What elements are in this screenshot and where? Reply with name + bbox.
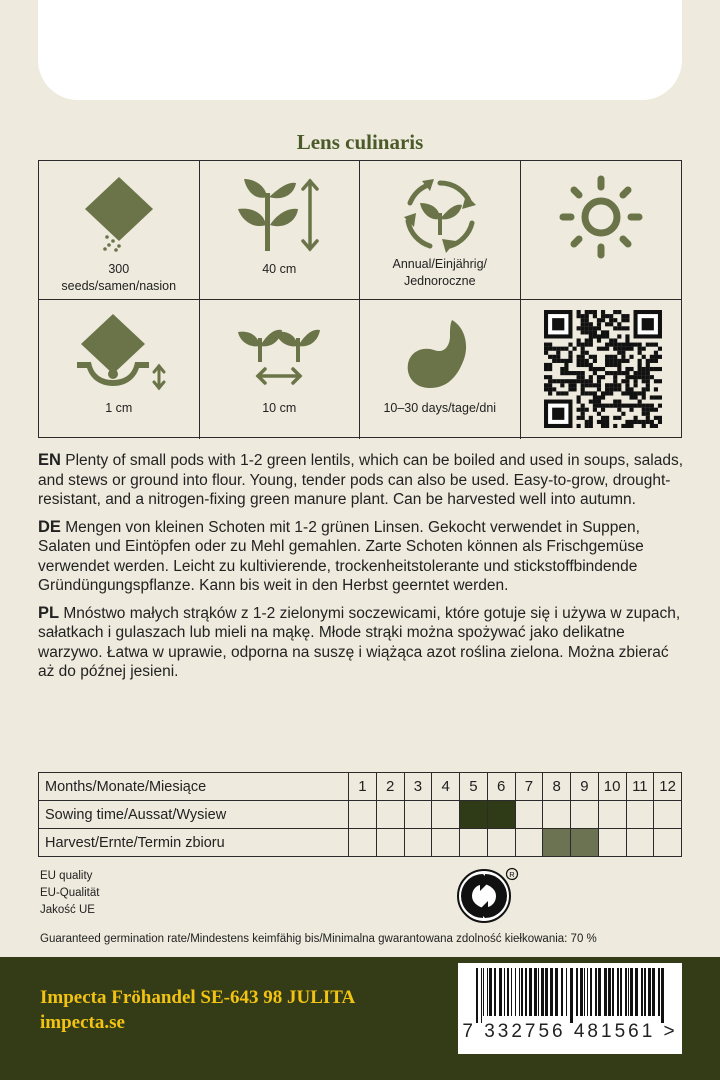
calendar-cell: [626, 801, 654, 829]
sowing-depth-label: 1 cm: [105, 401, 133, 415]
calendar-cell: [543, 801, 571, 829]
description-pl: [38, 604, 686, 682]
calendar-cell: [571, 829, 599, 857]
info-icon-grid: [38, 160, 682, 438]
life-cycle-label: Annual/Einjährig/ Jednoroczne: [392, 257, 487, 288]
month-cell: 6: [487, 773, 515, 801]
germination-icon: [400, 316, 480, 402]
calendar-cell: [376, 801, 404, 829]
month-cell: 7: [515, 773, 543, 801]
life-cycle-cell: [360, 161, 521, 300]
calendar-header-label: Months/Monate/Miesiące: [39, 773, 349, 801]
svg-text:R: R: [509, 870, 515, 879]
company-website[interactable]: impecta.se: [40, 1012, 125, 1033]
company-address: [40, 985, 355, 1035]
calendar-cell: [626, 829, 654, 857]
qr-code-icon[interactable]: [544, 310, 662, 428]
lang-code-de: DE: [38, 517, 61, 536]
lang-code-pl: PL: [38, 603, 60, 622]
plant-height-label: 40 cm: [262, 262, 297, 276]
calendar-cell: [598, 801, 626, 829]
calendar-cell: [460, 829, 488, 857]
month-cell: 9: [571, 773, 599, 801]
calendar-cell: [349, 829, 377, 857]
barcode-number: 7 332756 481561 >: [462, 1021, 678, 1042]
calendar-cell: [571, 801, 599, 829]
sowing-calendar: [38, 772, 682, 857]
calendar-cell: [515, 829, 543, 857]
month-cell: 10: [598, 773, 626, 801]
month-cell: 1: [349, 773, 377, 801]
calendar-cell: [598, 829, 626, 857]
calendar-cell: [487, 801, 515, 829]
description-en: [38, 451, 686, 510]
seed-count-cell: [39, 161, 200, 300]
month-cell: 3: [404, 773, 432, 801]
calendar-header-row: [39, 773, 682, 801]
calendar-cell: [376, 829, 404, 857]
packet-top-tab: [38, 0, 682, 100]
month-cell: 5: [460, 773, 488, 801]
germination-rate-note: Guaranteed germination rate/Mindestens keimfähig bis/Minimalna gwarantowana zdolność kiełkowania: 70 %: [40, 933, 597, 945]
quality-pl: Jakość UE: [40, 904, 95, 916]
month-cell: 2: [376, 773, 404, 801]
plant-height-cell: [200, 161, 361, 300]
barcode: [458, 963, 682, 1054]
sowing-row: [39, 801, 682, 829]
month-cell: 12: [654, 773, 682, 801]
annual-cycle-icon: [400, 175, 480, 255]
calendar-cell: [460, 801, 488, 829]
lang-code-en: EN: [38, 451, 61, 469]
sowing-depth-cell: [39, 300, 200, 439]
germination-cell: [360, 300, 521, 439]
calendar-cell: [515, 801, 543, 829]
sowing-depth-icon: [69, 312, 169, 396]
company-line: Impecta Fröhandel SE-643 98 JULITA: [40, 987, 356, 1008]
quality-de: EU-Qualität: [40, 887, 100, 899]
plant-spacing-icon: [234, 324, 324, 404]
description-de-text: Mengen von kleinen Schoten mit 1-2 grünen Linsen. Gekocht verwendet in Suppen, Salaten und Eintöpfen oder zu Mehl gemahlen. Zarte Schoten können als Frischgemüse verwendet werden. Leicht zu kultivierende, trockenheitstolerante und stickstoffbindende Gründüngungspflanze. Kann bis weit in den Herbst geerntet werden.: [38, 518, 644, 594]
species-name: Lens culinaris: [296, 130, 424, 154]
calendar-cell: [404, 829, 432, 857]
sun-icon: [559, 175, 643, 259]
seed-count-label: 300 seeds/samen/nasion: [61, 262, 177, 293]
barcode-bars: [466, 968, 674, 1023]
month-cell: 4: [432, 773, 460, 801]
harvest-row-label: Harvest/Ernte/Termin zbioru: [39, 829, 349, 857]
plant-height-icon: [234, 175, 324, 255]
calendar-cell: [432, 801, 460, 829]
sowing-row-label: Sowing time/Aussat/Wysiew: [39, 801, 349, 829]
description-section: [38, 451, 686, 690]
month-cell: 8: [543, 773, 571, 801]
description-en-text: Plenty of small pods with 1-2 green lentils, which can be boiled and used in soups, salads, and stews or ground into flour. Young, tender pods can also be used. Easy-to-grow, drought-resistant, and a nitrogen-fixing green manure plant. Can be harvested well into autumn.: [38, 452, 684, 508]
calendar-cell: [432, 829, 460, 857]
calendar-cell: [543, 829, 571, 857]
month-cell: 11: [626, 773, 654, 801]
germination-label: 10–30 days/tage/dni: [383, 401, 497, 415]
description-pl-text: Mnóstwo małych strąków z 1-2 zielonymi soczewicami, które gotuje się i używa w zupach, sałatkach i gulaszach lub mieli na mąkę. Młode strąki można spożywać jako delikatne warzywo. Łatwa w uprawie, odporna na suszę i wiążąca azot roślina zielona. Można zbierać aż do późnej jesieni.: [38, 604, 681, 680]
harvest-row: [39, 829, 682, 857]
calendar-cell: [654, 801, 682, 829]
qr-cell: [521, 300, 682, 439]
plant-spacing-cell: [200, 300, 361, 439]
description-de: [38, 518, 686, 596]
seed-pile-icon: [79, 175, 159, 255]
calendar-cell: [404, 801, 432, 829]
green-dot-recycling-icon: [456, 864, 522, 926]
calendar-cell: [487, 829, 515, 857]
sun-cell: [521, 161, 682, 300]
plant-spacing-label: 10 cm: [262, 401, 297, 415]
calendar-cell: [349, 801, 377, 829]
quality-en: EU quality: [40, 870, 93, 882]
calendar-cell: [654, 829, 682, 857]
eu-quality-block: [40, 868, 99, 919]
